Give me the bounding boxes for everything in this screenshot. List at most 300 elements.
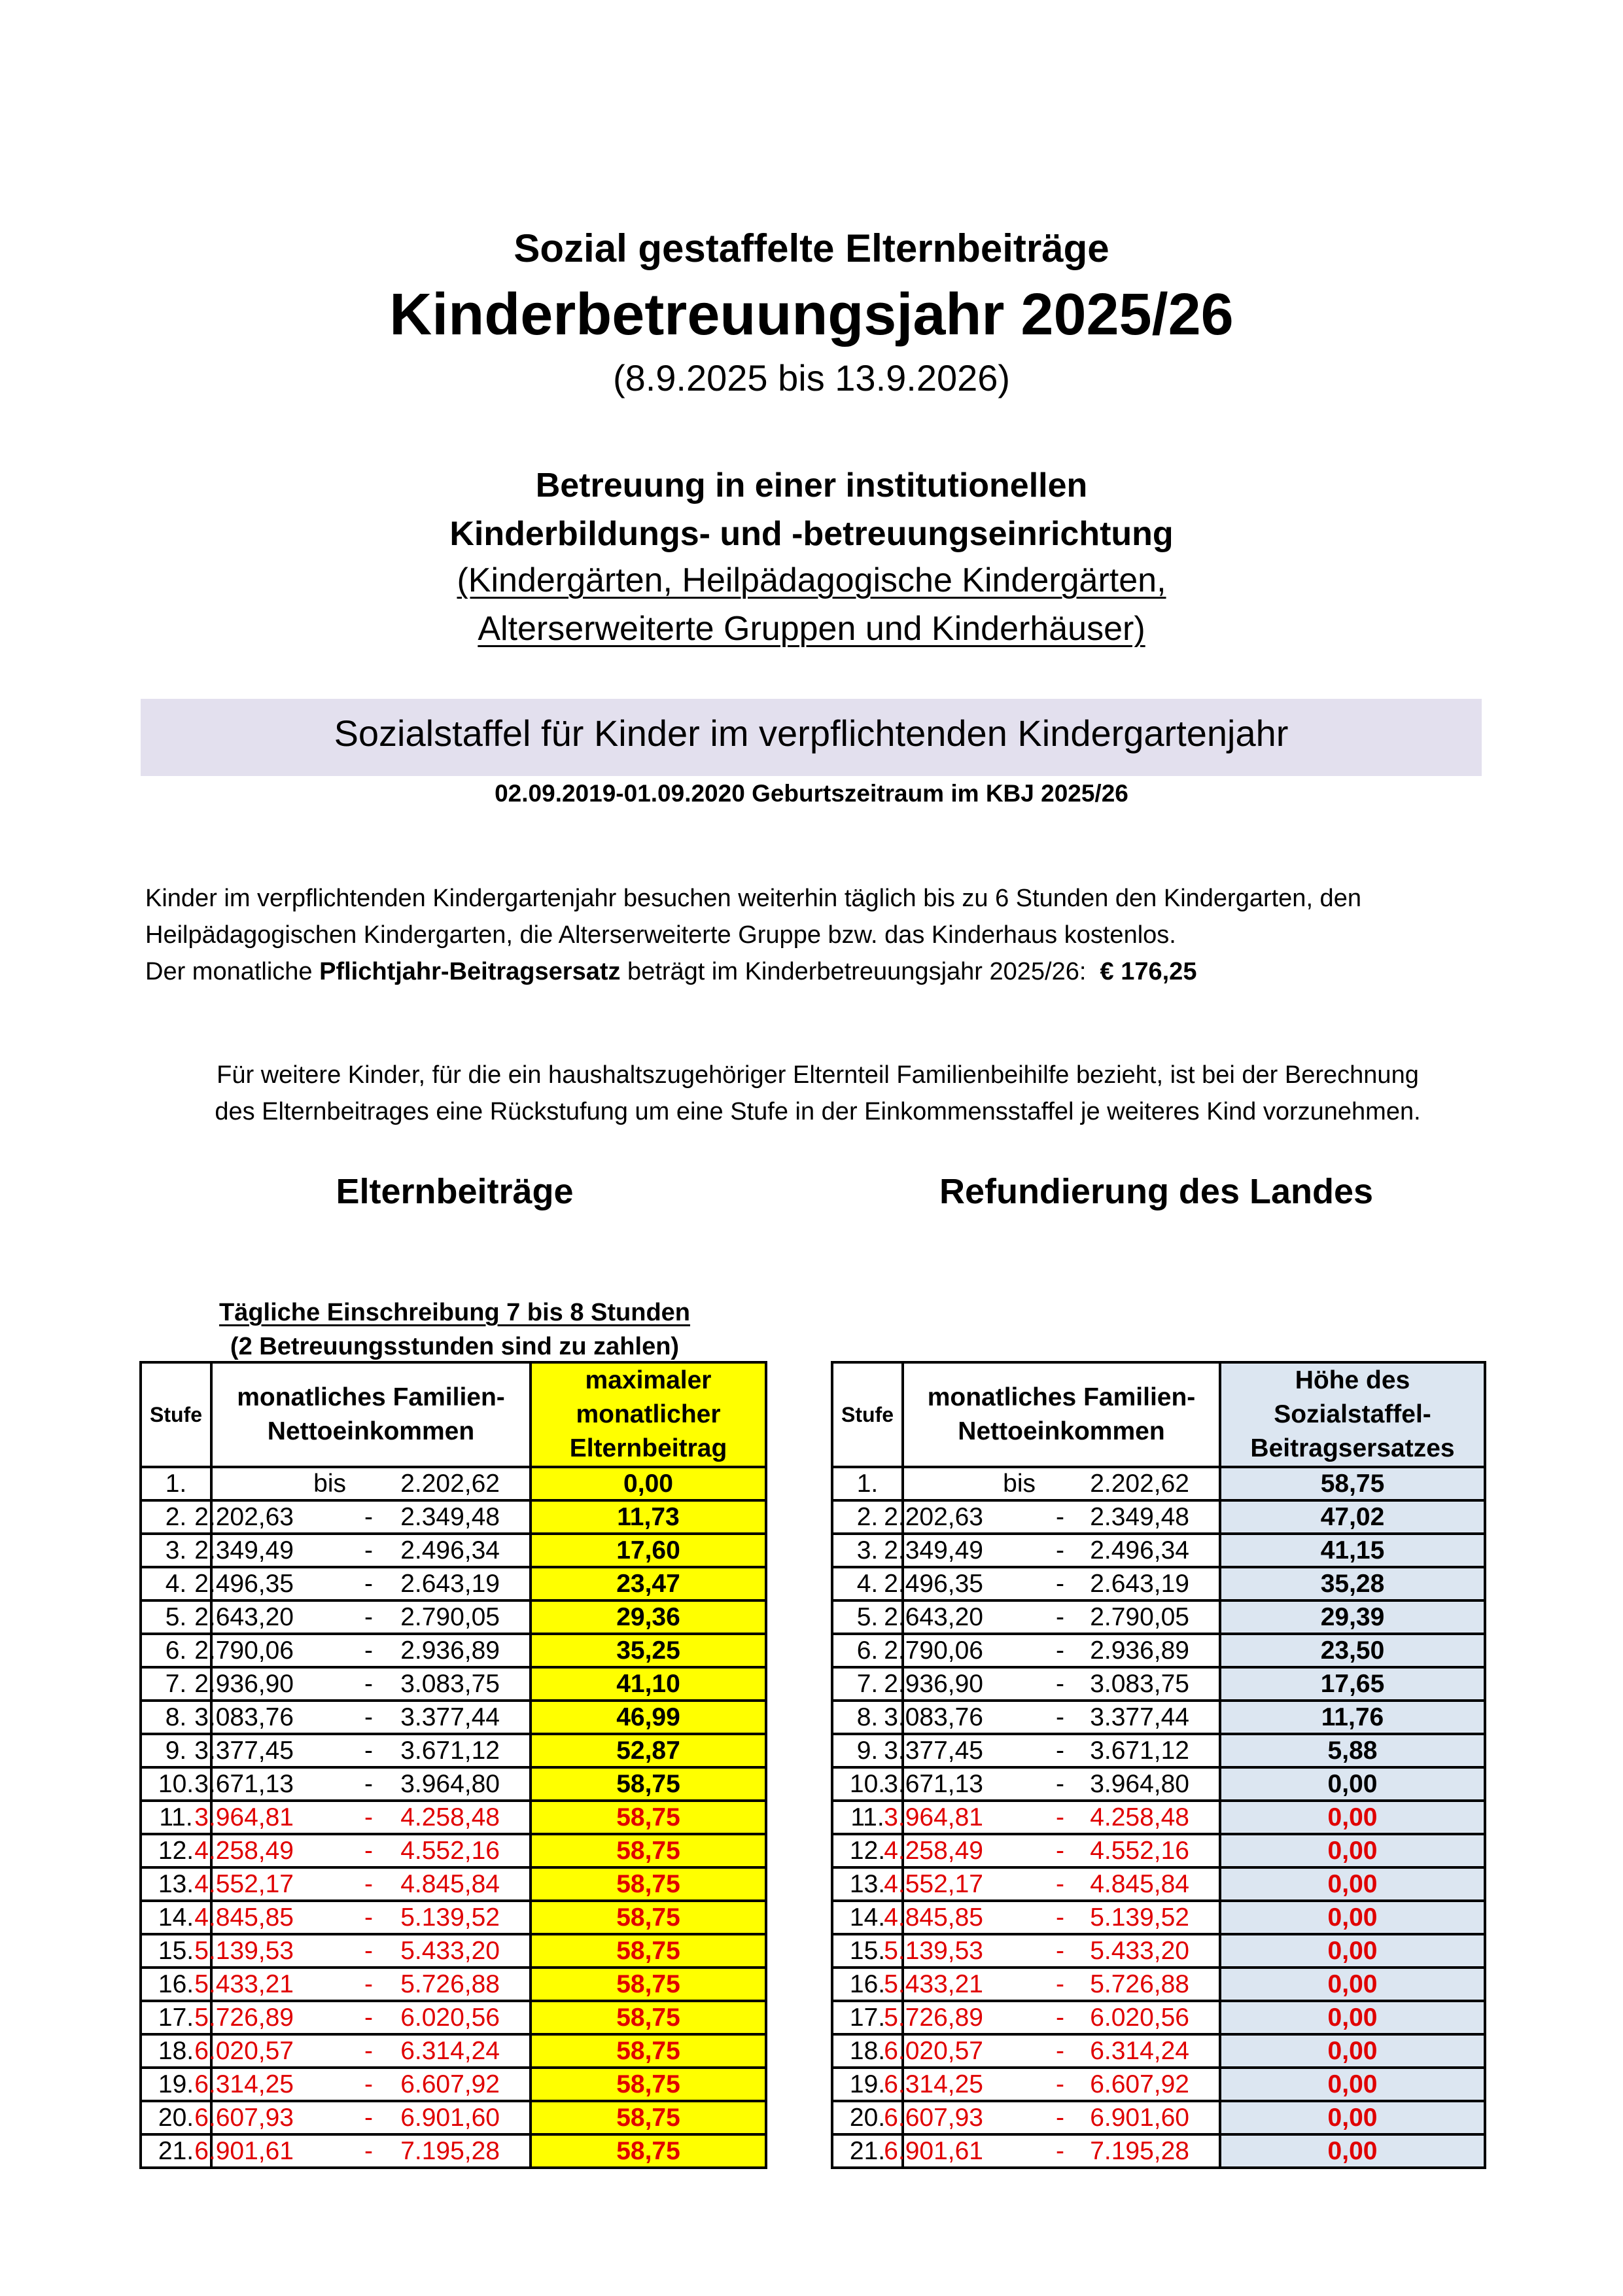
income-to: 2.496,34 xyxy=(400,1536,500,1564)
range-dash: - xyxy=(1056,1536,1064,1564)
income-from: 3.377,45 xyxy=(884,1737,983,1765)
income-cell xyxy=(884,1901,1220,1934)
income-cell xyxy=(884,1867,1220,1901)
table-header-row xyxy=(832,1362,1485,1467)
income-to: 3.671,12 xyxy=(1090,1737,1189,1765)
income-to: 5.139,52 xyxy=(1090,1903,1189,1932)
stufe-cell: 20. xyxy=(832,2101,903,2134)
income-cell xyxy=(194,1968,531,2001)
institution-types xyxy=(0,556,1623,653)
info-line-3-bold: Pflichtjahr-Beitragsersatz xyxy=(319,958,621,985)
range-dash: - xyxy=(364,1670,373,1698)
stufe-cell: 3. xyxy=(141,1534,211,1567)
income-cell xyxy=(884,1600,1220,1634)
stufe-cell: 16. xyxy=(141,1968,211,2001)
income-to: 2.936,89 xyxy=(400,1636,500,1665)
range-dash: - xyxy=(364,2004,373,2032)
income-from: 2.349,49 xyxy=(194,1536,294,1564)
col-header-income: monatliches Familien- Nettoeinkommen xyxy=(211,1362,531,1467)
table-row xyxy=(141,1667,766,1701)
income-to: 2.202,62 xyxy=(400,1470,500,1498)
amount-cell: 46,99 xyxy=(531,1701,766,1734)
info-paragraph xyxy=(145,880,1493,990)
amount-cell: 29,39 xyxy=(1220,1600,1485,1634)
table-row xyxy=(141,2068,766,2101)
heading-refundierung: Refundierung des Landes xyxy=(939,1172,1374,1211)
stufe-cell: 4. xyxy=(832,1567,903,1600)
stufe-cell: 21. xyxy=(832,2134,903,2168)
range-dash: - xyxy=(364,1870,373,1898)
income-from: 2.790,06 xyxy=(884,1636,983,1665)
range-dash: - xyxy=(364,2104,373,2132)
range-dash: - xyxy=(1056,1636,1064,1665)
income-cell xyxy=(884,1968,1220,2001)
stufe-cell: 21. xyxy=(141,2134,211,2168)
amount-cell: 0,00 xyxy=(531,1467,766,1500)
table-row xyxy=(832,1701,1485,1734)
page-title: Kinderbetreuungsjahr 2025/26 xyxy=(389,282,1234,347)
table-row xyxy=(141,1767,766,1801)
col-header-stufe: Stufe xyxy=(141,1362,211,1467)
income-cell xyxy=(194,2134,531,2168)
amount-cell: 0,00 xyxy=(1220,2134,1485,2168)
amount-cell: 58,75 xyxy=(531,2001,766,2034)
info-line-3-prefix: Der monatliche xyxy=(145,958,320,985)
range-dash: - xyxy=(1056,2070,1064,2098)
income-to: 4.258,48 xyxy=(1090,1803,1189,1831)
income-to: 6.314,24 xyxy=(1090,2037,1189,2065)
stufe-cell: 9. xyxy=(141,1734,211,1767)
table-row xyxy=(141,1467,766,1500)
amount-cell: 0,00 xyxy=(1220,1968,1485,2001)
range-dash: - xyxy=(1056,2104,1064,2132)
income-to: 6.901,60 xyxy=(400,2104,500,2132)
range-dash: - xyxy=(364,1570,373,1598)
stufe-cell: 5. xyxy=(141,1600,211,1634)
range-dash: - xyxy=(364,1536,373,1564)
stufe-cell: 10. xyxy=(832,1767,903,1801)
stufe-cell: 10. xyxy=(141,1767,211,1801)
table-row xyxy=(141,1968,766,2001)
income-to: 6.020,56 xyxy=(1090,2004,1189,2032)
stufe-cell: 12. xyxy=(141,1834,211,1867)
table-row xyxy=(141,1600,766,1634)
table-row xyxy=(832,1901,1485,1934)
table-row xyxy=(832,1968,1485,2001)
income-from: 5.726,89 xyxy=(884,2004,983,2032)
stufe-cell: 14. xyxy=(832,1901,903,1934)
range-dash: - xyxy=(1056,1603,1064,1631)
income-to: 4.552,16 xyxy=(1090,1837,1189,1865)
income-to: 5.726,88 xyxy=(400,1970,500,1998)
table-row xyxy=(141,1634,766,1667)
amount-cell: 41,10 xyxy=(531,1667,766,1701)
amount-cell: 41,15 xyxy=(1220,1534,1485,1567)
range-dash: - xyxy=(1056,1737,1064,1765)
col-header-income: monatliches Familien- Nettoeinkommen xyxy=(903,1362,1220,1467)
amount-cell: 0,00 xyxy=(1220,1834,1485,1867)
period-text: (8.9.2025 bis 13.9.2026) xyxy=(612,357,1011,398)
income-cell xyxy=(884,1534,1220,1567)
income-from: 2.936,90 xyxy=(884,1670,983,1698)
income-cell xyxy=(194,2034,531,2068)
income-to: 6.607,92 xyxy=(1090,2070,1189,2098)
income-from: 6.901,61 xyxy=(884,2137,983,2165)
income-from: 5.433,21 xyxy=(194,1970,294,1998)
stufe-cell: 16. xyxy=(832,1968,903,2001)
stufe-cell: 7. xyxy=(141,1667,211,1701)
income-cell xyxy=(194,1867,531,1901)
amount-cell: 0,00 xyxy=(1220,1901,1485,1934)
income-to: 2.643,19 xyxy=(400,1570,500,1598)
table-row xyxy=(141,1534,766,1567)
table-row xyxy=(141,1934,766,1968)
table-row xyxy=(832,1767,1485,1801)
amount-cell: 5,88 xyxy=(1220,1734,1485,1767)
pflichtjahr-amount: € 176,25 xyxy=(1100,958,1197,985)
income-to: 2.936,89 xyxy=(1090,1636,1189,1665)
table-row xyxy=(141,2001,766,2034)
income-to: 4.845,84 xyxy=(400,1870,500,1898)
table-row xyxy=(141,1567,766,1600)
income-from: 3.964,81 xyxy=(884,1803,983,1831)
income-cell xyxy=(884,1701,1220,1734)
range-dash: - xyxy=(1056,1503,1064,1531)
table-row xyxy=(141,2034,766,2068)
income-from: 6.020,57 xyxy=(884,2037,983,2065)
range-dash: - xyxy=(1056,1870,1064,1898)
stufe-cell: 15. xyxy=(832,1934,903,1968)
col-header-elternbeitrag: maximaler monatlicher Elternbeitrag xyxy=(531,1362,766,1467)
income-from: 3.377,45 xyxy=(194,1737,294,1765)
amount-cell: 17,65 xyxy=(1220,1667,1485,1701)
income-from: bis xyxy=(313,1470,346,1498)
stufe-cell: 6. xyxy=(832,1634,903,1667)
table-row xyxy=(832,2068,1485,2101)
income-from: 6.020,57 xyxy=(194,2037,294,2065)
income-to: 6.314,24 xyxy=(400,2037,500,2065)
range-dash: - xyxy=(364,1937,373,1965)
table-row xyxy=(832,1734,1485,1767)
income-to: 7.195,28 xyxy=(400,2137,500,2165)
table-row xyxy=(832,1667,1485,1701)
section-band-title: Sozialstaffel für Kinder im verpflichtenden Kindergartenjahr xyxy=(334,713,1289,754)
income-from: 2.496,35 xyxy=(194,1570,294,1598)
stufe-cell: 5. xyxy=(832,1600,903,1634)
range-dash: - xyxy=(364,2137,373,2165)
birth-period: 02.09.2019-01.09.2020 Geburtszeitraum im KBJ 2025/26 xyxy=(495,780,1128,807)
income-cell xyxy=(194,1767,531,1801)
stufe-cell: 9. xyxy=(832,1734,903,1767)
income-to: 5.726,88 xyxy=(1090,1970,1189,1998)
amount-cell: 0,00 xyxy=(1220,2001,1485,2034)
range-dash: - xyxy=(364,1503,373,1531)
range-dash: - xyxy=(1056,1770,1064,1798)
amount-cell: 58,75 xyxy=(531,1934,766,1968)
income-cell xyxy=(194,2001,531,2034)
income-to: 7.195,28 xyxy=(1090,2137,1189,2165)
stufe-cell: 8. xyxy=(832,1701,903,1734)
range-dash: - xyxy=(1056,1903,1064,1932)
table-header-row xyxy=(141,1362,766,1467)
heading-elternbeitraege: Elternbeiträge xyxy=(336,1172,574,1211)
table-row xyxy=(832,2034,1485,2068)
income-cell xyxy=(194,1567,531,1600)
stufe-cell: 15. xyxy=(141,1934,211,1968)
amount-cell: 29,36 xyxy=(531,1600,766,1634)
income-cell xyxy=(194,1834,531,1867)
range-dash: - xyxy=(364,1770,373,1798)
income-cell xyxy=(884,2034,1220,2068)
stufe-cell: 8. xyxy=(141,1701,211,1734)
income-from: 4.845,85 xyxy=(884,1903,983,1932)
sibling-paragraph xyxy=(141,1057,1495,1130)
table-row xyxy=(141,2101,766,2134)
income-to: 3.671,12 xyxy=(400,1737,500,1765)
income-to: 2.349,48 xyxy=(1090,1503,1189,1531)
income-cell xyxy=(884,1667,1220,1701)
income-from: 6.607,93 xyxy=(884,2104,983,2132)
amount-cell: 0,00 xyxy=(1220,1867,1485,1901)
income-cell xyxy=(884,2134,1220,2168)
range-dash: - xyxy=(1056,1970,1064,1998)
elternbeitraege-table xyxy=(139,1361,767,2169)
sibling-line-1: Für weitere Kinder, für die ein haushaltszugehöriger Elternteil Familienbeihilfe bezieht, ist bei der Berechnung xyxy=(217,1061,1419,1089)
range-dash: - xyxy=(1056,1937,1064,1965)
range-dash: - xyxy=(364,1737,373,1765)
amount-cell: 58,75 xyxy=(531,1968,766,2001)
income-to: 3.964,80 xyxy=(400,1770,500,1798)
table-row xyxy=(832,1600,1485,1634)
table-row xyxy=(141,1867,766,1901)
stufe-cell: 17. xyxy=(832,2001,903,2034)
income-cell xyxy=(194,1934,531,1968)
range-dash: - xyxy=(364,2070,373,2098)
info-line-2: Heilpädagogischen Kindergarten, die Alterserweiterte Gruppe bzw. das Kinderhaus kostenlos. xyxy=(145,921,1176,949)
income-cell xyxy=(884,1500,1220,1534)
range-dash: - xyxy=(364,2037,373,2065)
income-to: 3.964,80 xyxy=(1090,1770,1189,1798)
income-cell xyxy=(884,1801,1220,1834)
income-to: 5.433,20 xyxy=(400,1937,500,1965)
stufe-cell: 7. xyxy=(832,1667,903,1701)
amount-cell: 11,76 xyxy=(1220,1701,1485,1734)
stufe-cell: 14. xyxy=(141,1901,211,1934)
income-from: 4.845,85 xyxy=(194,1903,294,1932)
amount-cell: 35,25 xyxy=(531,1634,766,1667)
income-cell xyxy=(194,1901,531,1934)
refundierung-table xyxy=(831,1361,1486,2169)
stufe-cell: 18. xyxy=(832,2034,903,2068)
amount-cell: 0,00 xyxy=(1220,2068,1485,2101)
amount-cell: 58,75 xyxy=(531,2134,766,2168)
income-from: 3.083,76 xyxy=(884,1703,983,1731)
income-cell xyxy=(884,1834,1220,1867)
income-to: 6.901,60 xyxy=(1090,2104,1189,2132)
income-cell xyxy=(884,2001,1220,2034)
amount-cell: 52,87 xyxy=(531,1734,766,1767)
table-row xyxy=(832,1867,1485,1901)
income-cell xyxy=(884,1567,1220,1600)
range-dash: - xyxy=(364,1970,373,1998)
income-to: 2.202,62 xyxy=(1090,1470,1189,1498)
income-cell xyxy=(194,1500,531,1534)
amount-cell: 58,75 xyxy=(531,1901,766,1934)
amount-cell: 58,75 xyxy=(1220,1467,1485,1500)
income-cell xyxy=(884,2101,1220,2134)
left-caption-2: (2 Betreuungsstunden sind zu zahlen) xyxy=(230,1333,680,1360)
amount-cell: 0,00 xyxy=(1220,2101,1485,2134)
range-dash: - xyxy=(1056,1703,1064,1731)
income-cell xyxy=(884,1767,1220,1801)
amount-cell: 58,75 xyxy=(531,2101,766,2134)
income-cell xyxy=(194,2068,531,2101)
amount-cell: 47,02 xyxy=(1220,1500,1485,1534)
table-row xyxy=(832,1567,1485,1600)
income-to: 6.607,92 xyxy=(400,2070,500,2098)
stufe-cell: 2. xyxy=(832,1500,903,1534)
stufe-cell: 19. xyxy=(832,2068,903,2101)
table-row xyxy=(141,2134,766,2168)
income-cell xyxy=(884,1734,1220,1767)
col-header-beitragsersatz: Höhe des Sozialstaffel- Beitragsersatzes xyxy=(1220,1362,1485,1467)
income-to: 3.377,44 xyxy=(1090,1703,1189,1731)
stufe-cell: 17. xyxy=(141,2001,211,2034)
amount-cell: 11,73 xyxy=(531,1500,766,1534)
range-dash: - xyxy=(364,1703,373,1731)
income-from: 4.258,49 xyxy=(194,1837,294,1865)
range-dash: - xyxy=(364,1603,373,1631)
income-cell xyxy=(194,1600,531,1634)
income-to: 4.552,16 xyxy=(400,1837,500,1865)
stufe-cell: 13. xyxy=(141,1867,211,1901)
income-cell xyxy=(194,1667,531,1701)
income-cell xyxy=(194,1734,531,1767)
income-from: 6.314,25 xyxy=(884,2070,983,2098)
table-row xyxy=(832,1934,1485,1968)
range-dash: - xyxy=(1056,1837,1064,1865)
income-from: 4.552,17 xyxy=(194,1870,294,1898)
stufe-cell: 19. xyxy=(141,2068,211,2101)
institution-line-1: Betreuung in einer institutionellen xyxy=(535,467,1088,504)
stufe-cell: 1. xyxy=(832,1467,903,1500)
table-row xyxy=(832,1500,1485,1534)
table-row xyxy=(832,1534,1485,1567)
income-from: 5.139,53 xyxy=(884,1937,983,1965)
amount-cell: 58,75 xyxy=(531,1834,766,1867)
income-to: 5.139,52 xyxy=(400,1903,500,1932)
range-dash: - xyxy=(1056,1670,1064,1698)
table-row xyxy=(141,1500,766,1534)
amount-cell: 58,75 xyxy=(531,2068,766,2101)
income-from: 5.726,89 xyxy=(194,2004,294,2032)
amount-cell: 0,00 xyxy=(1220,1934,1485,1968)
stufe-cell: 13. xyxy=(832,1867,903,1901)
institution-types-line-1: (Kindergärten, Heilpädagogische Kindergärten, xyxy=(457,561,1166,599)
income-from: 6.901,61 xyxy=(194,2137,294,2165)
stufe-cell: 12. xyxy=(832,1834,903,1867)
table-row xyxy=(141,1801,766,1834)
income-from: 5.433,21 xyxy=(884,1970,983,1998)
income-to: 2.643,19 xyxy=(1090,1570,1189,1598)
table-row xyxy=(141,1901,766,1934)
range-dash: - xyxy=(1056,1803,1064,1831)
income-to: 4.845,84 xyxy=(1090,1870,1189,1898)
income-from: 3.964,81 xyxy=(194,1803,294,1831)
range-dash: - xyxy=(364,1903,373,1932)
income-cell xyxy=(903,1467,1220,1500)
income-to: 2.349,48 xyxy=(400,1503,500,1531)
income-to: 3.083,75 xyxy=(400,1670,500,1698)
income-from: bis xyxy=(1003,1470,1036,1498)
income-from: 2.349,49 xyxy=(884,1536,983,1564)
info-line-3-mid: beträgt im Kinderbetreuungsjahr 2025/26: xyxy=(620,958,1100,985)
amount-cell: 0,00 xyxy=(1220,1767,1485,1801)
institution-line-2: Kinderbildungs- und -betreuungseinrichtung xyxy=(449,515,1174,553)
income-from: 5.139,53 xyxy=(194,1937,294,1965)
range-dash: - xyxy=(1056,2004,1064,2032)
income-cell xyxy=(884,1634,1220,1667)
income-from: 2.496,35 xyxy=(884,1570,983,1598)
stufe-cell: 20. xyxy=(141,2101,211,2134)
income-from: 3.671,13 xyxy=(194,1770,294,1798)
income-from: 3.671,13 xyxy=(884,1770,983,1798)
income-from: 6.607,93 xyxy=(194,2104,294,2132)
amount-cell: 23,47 xyxy=(531,1567,766,1600)
table-row xyxy=(832,1834,1485,1867)
stufe-cell: 11. xyxy=(141,1801,211,1834)
table-row xyxy=(141,1734,766,1767)
range-dash: - xyxy=(364,1803,373,1831)
institution-types-line-2: Alterserweiterte Gruppen und Kinderhäuser) xyxy=(478,610,1145,648)
income-from: 2.202,63 xyxy=(884,1503,983,1531)
amount-cell: 58,75 xyxy=(531,1801,766,1834)
amount-cell: 58,75 xyxy=(531,2034,766,2068)
income-cell xyxy=(884,1934,1220,1968)
income-from: 3.083,76 xyxy=(194,1703,294,1731)
range-dash: - xyxy=(1056,2137,1064,2165)
left-caption-1 xyxy=(141,1299,769,1327)
amount-cell: 0,00 xyxy=(1220,1801,1485,1834)
income-cell xyxy=(194,1634,531,1667)
income-from: 2.202,63 xyxy=(194,1503,294,1531)
amount-cell: 58,75 xyxy=(531,1767,766,1801)
stufe-cell: 4. xyxy=(141,1567,211,1600)
stufe-cell: 3. xyxy=(832,1534,903,1567)
income-cell xyxy=(194,2101,531,2134)
income-to: 3.083,75 xyxy=(1090,1670,1189,1698)
income-from: 2.936,90 xyxy=(194,1670,294,1698)
income-to: 5.433,20 xyxy=(1090,1937,1189,1965)
amount-cell: 58,75 xyxy=(531,1867,766,1901)
income-from: 2.790,06 xyxy=(194,1636,294,1665)
left-caption-1-text: Tägliche Einschreibung 7 bis 8 Stunden xyxy=(218,1299,690,1326)
table-row xyxy=(832,2101,1485,2134)
income-to: 2.790,05 xyxy=(400,1603,500,1631)
table-row xyxy=(832,2001,1485,2034)
income-cell xyxy=(211,1467,531,1500)
stufe-cell: 18. xyxy=(141,2034,211,2068)
table-row xyxy=(832,2134,1485,2168)
table-row xyxy=(832,1467,1485,1500)
income-cell xyxy=(884,2068,1220,2101)
col-header-stufe: Stufe xyxy=(832,1362,903,1467)
stufe-cell: 6. xyxy=(141,1634,211,1667)
table-row xyxy=(141,1834,766,1867)
table-row xyxy=(832,1801,1485,1834)
income-cell xyxy=(194,1801,531,1834)
range-dash: - xyxy=(364,1636,373,1665)
